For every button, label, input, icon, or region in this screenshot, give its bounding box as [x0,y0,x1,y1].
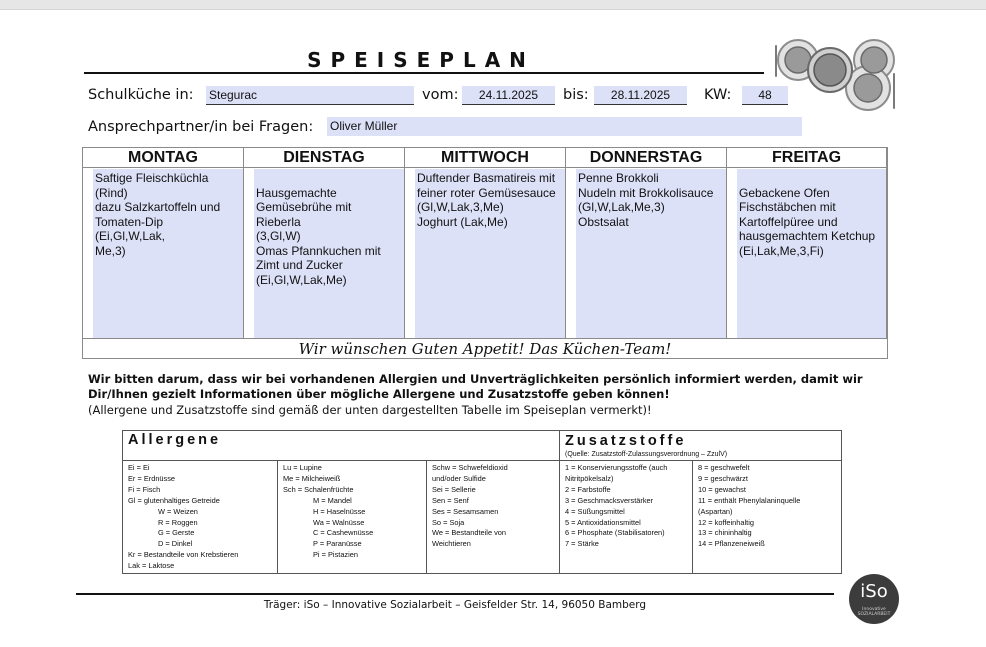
legend-entry: Sei = Sellerie [432,484,476,494]
additives-source: (Quelle: Zusatzstoff-Zulassungsverordnung – ZzulV) [565,451,728,458]
legend-entry: M = Mandel [313,495,352,505]
legend-entry: R = Roggen [158,517,198,527]
legend-column-5 [693,461,841,573]
legend-entry: 11 = enthält Phenylalaninquelle [698,495,801,505]
kitchen-label: Schulküche in: [88,87,194,103]
week-field[interactable]: 48 [742,86,788,105]
contact-field[interactable]: Oliver Müller [327,117,802,136]
from-label: vom: [422,87,459,103]
legend-entry: Sch = Schalenfrüchte [283,484,354,494]
legend-entry: 1 = Konservierungsstoffe (auch [565,463,668,472]
legend-entry: W = Weizen [158,506,198,516]
day-heading: MONTAG [83,148,243,168]
legend-entry: Fi = Fisch [128,484,161,494]
logo-subtitle-1: Innovative [862,607,886,612]
day-column-monday [83,148,244,338]
day-column-friday [727,148,887,338]
notice-line-2: Dir/Ihnen gezielt Informationen über mögliche Allergene und Zusatzstoffe geben können! [88,387,670,401]
legend-entry: Sen = Senf [432,495,469,505]
legend-entry: 12 = koffeinhaltig [698,517,754,527]
logo-subtitle-2: SOZIALARBEIT [857,612,891,617]
legend-entry: Weichtieren [432,539,471,549]
legend-entry: 8 = geschwefelt [698,463,750,472]
legend-entry: Pi = Pistazien [313,550,358,560]
legend-entry: 4 = Süßungsmittel [565,506,625,516]
day-heading: DONNERSTAG [566,148,726,168]
notice-line-3: (Allergene und Zusatzstoffe sind gemäß der unten dargestellten Tabelle im Speiseplan vermerkt)! [88,403,652,417]
legend-entry: 5 = Antioxidationsmittel [565,517,641,527]
legend-entry: We = Bestandteile von [432,528,507,538]
day-column-tuesday [244,148,405,338]
legend-entry: Schw = Schwefeldioxid [432,463,508,472]
day-column-wednesday [405,148,566,338]
plates-icon [768,38,902,112]
legend-column-1 [123,461,278,573]
legend-column-2 [278,461,427,573]
kitchen-field[interactable]: Stegurac [206,86,414,105]
greeting-banner: Wir wünschen Guten Appetit! Das Küchen-Team! [83,338,887,359]
legend-entry: (Aspartan) [698,506,733,516]
additives-title: Zusatzstoffe [565,433,687,449]
from-date-field[interactable]: 24.11.2025 [462,86,555,105]
logo-mark: iSo [860,581,888,602]
title-underline [84,72,764,74]
legend-entry: Me = Milcheiweiß [283,473,341,483]
legend-entry: So = Soja [432,517,465,527]
legend-entry: 7 = Stärke [565,539,599,549]
day-heading: FREITAG [727,148,886,168]
legend-entry: und/oder Sulfide [432,473,486,483]
footer-divider [76,593,834,595]
to-label: bis: [563,87,589,103]
additives-heading [560,431,841,461]
window-top-bar [0,0,986,10]
legend-column-4 [560,461,693,573]
day-menu: Saftige Fleischküchla (Rind) dazu Salzkartoffeln und Tomaten-Dip (Ei,Gl,W,Lak, Me,3) [93,169,243,338]
legend-entry: 13 = chininhaltig [698,528,752,538]
day-menu: Hausgemachte Gemüsebrühe mit Rieberla (3,Gl,W) Omas Pfannkuchen mit Zimt und Zucker (Ei,Gl,W,Lak,Me) [254,169,404,338]
legend-entry: 14 = Pflanzeneiweiß [698,539,765,549]
legend-entry: Er = Erdnüsse [128,473,176,483]
day-column-thursday [566,148,727,338]
legend-entry: Gl = glutenhaltiges Getreide [128,495,220,505]
legend-entry: C = Cashewnüsse [313,528,374,538]
legend-entry: G = Gerste [158,528,195,538]
legend-entry: Ei = Ei [128,463,150,472]
legend-entry: H = Haselnüsse [313,506,366,516]
legend-entry: Nitritpökelsalz) [565,473,614,483]
legend-entry: 6 = Phosphate (Stabilisatoren) [565,528,665,538]
day-heading: MITTWOCH [405,148,565,168]
week-label: KW: [704,87,732,103]
legend-entry: P = Paranüsse [313,539,362,549]
footer-text: Träger: iSo – Innovative Sozialarbeit – Geisfelder Str. 14, 96050 Bamberg [263,599,647,611]
day-menu: Duftender Basmatireis mit feiner roter Gemüsesauce (Gl,W,Lak,3,Me) Joghurt (Lak,Me) [415,169,565,338]
legend-table [122,430,842,574]
legend-entry: Lu = Lupine [283,463,322,472]
contact-label: Ansprechpartner/in bei Fragen: [88,119,314,135]
legend-entry: Ses = Sesamsamen [432,506,499,516]
legend-entry: Lak = Laktose [128,561,175,571]
legend-entry: Kr = Bestandteile von Krebstieren [128,550,239,560]
weekly-menu-table [82,147,888,359]
legend-entry: 3 = Geschmacksverstärker [565,495,654,505]
legend-entry: Wa = Walnüsse [313,517,365,527]
legend-entry: D = Dinkel [158,539,193,549]
notice-line-1: Wir bitten darum, dass wir bei vorhandenen Allergien und Unverträglichkeiten persönlich informiert werden, damit wir [88,372,863,386]
iso-logo [849,574,899,624]
to-date-field[interactable]: 28.11.2025 [594,86,687,105]
legend-column-3 [427,461,560,573]
day-heading: DIENSTAG [244,148,404,168]
day-menu: Penne Brokkoli Nudeln mit Brokkolisauce (Gl,W,Lak,Me,3) Obstsalat [576,169,726,338]
legend-entry: 9 = geschwärzt [698,473,748,483]
day-menu: Gebackene Ofen Fischstäbchen mit Kartoffelpüree und hausgemachtem Ketchup (Ei,Lak,Me,3,Fi) [737,169,886,338]
legend-entry: 2 = Farbstoffe [565,484,611,494]
allergens-heading: Allergene [123,431,560,461]
page-title: SPEISEPLAN [307,48,535,72]
legend-entry: 10 = gewachst [698,484,746,494]
